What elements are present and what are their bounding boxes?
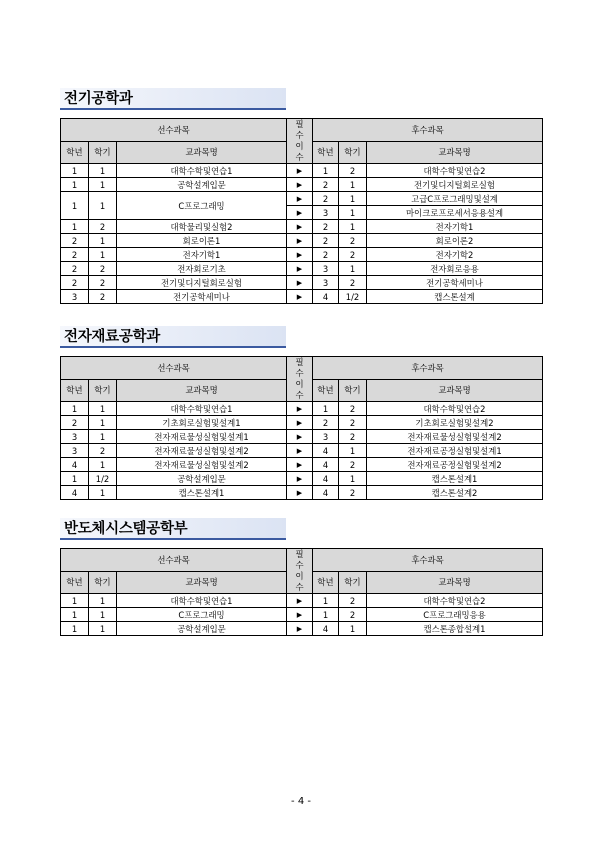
pre-year-cell: 2 (61, 248, 89, 262)
post-course-cell: 캡스톤설계1 (367, 472, 543, 486)
post-year-cell: 4 (313, 622, 339, 636)
post-year-cell: 1 (313, 402, 339, 416)
post-course-cell: 전자기학2 (367, 248, 543, 262)
course-header: 교과목명 (367, 379, 543, 402)
post-course-cell: 전자회로응용 (367, 262, 543, 276)
post-course-cell: 전자재료공정실험및설계2 (367, 458, 543, 472)
arrow-icon: ▶ (287, 262, 313, 276)
subsequent-header: 후수과목 (313, 119, 543, 142)
arrow-icon: ▶ (287, 594, 313, 608)
post-year-cell: 2 (313, 220, 339, 234)
post-semester-cell: 1 (339, 220, 367, 234)
pre-course-cell: 대학수학및연습1 (117, 164, 287, 178)
post-semester-cell: 1 (339, 178, 367, 192)
pre-year-cell: 1 (61, 178, 89, 192)
semester-header: 학기 (339, 379, 367, 402)
pre-year-cell: 2 (61, 262, 89, 276)
semester-header: 학기 (89, 379, 117, 402)
pre-semester-cell: 1 (89, 486, 117, 500)
table-row (61, 486, 543, 500)
pre-year-cell: 3 (61, 290, 89, 304)
required-header (287, 549, 313, 594)
post-semester-cell: 1/2 (339, 290, 367, 304)
pre-semester-cell: 1 (89, 594, 117, 608)
post-semester-cell: 2 (339, 486, 367, 500)
required-header-label: 필수 이수 (295, 119, 304, 162)
post-course-cell: 기초회로실험및설계2 (367, 416, 543, 430)
year-header: 학년 (313, 379, 339, 402)
pre-course-cell: 전자재료물성실험및설계1 (117, 430, 287, 444)
post-course-cell: 고급C프로그래밍및설계 (367, 192, 543, 206)
post-year-cell: 3 (313, 262, 339, 276)
table-row (61, 594, 543, 608)
post-course-cell: C프로그래밍응용 (367, 608, 543, 622)
table-row (61, 608, 543, 622)
post-year-cell: 3 (313, 430, 339, 444)
page-number: - 4 - (291, 796, 311, 807)
post-course-cell: 대학수학및연습2 (367, 402, 543, 416)
post-course-cell: 전기및디지털회로실험 (367, 178, 543, 192)
required-header-label: 필수 이수 (295, 549, 304, 592)
pre-course-cell: 공학설계입문 (117, 178, 287, 192)
pre-year-cell: 1 (61, 608, 89, 622)
year-header: 학년 (61, 141, 89, 164)
course-header: 교과목명 (117, 379, 287, 402)
prerequisite-table (60, 356, 543, 500)
arrow-icon: ▶ (287, 402, 313, 416)
table-row (61, 276, 543, 290)
post-semester-cell: 1 (339, 262, 367, 276)
table-row (61, 192, 543, 206)
subsequent-header: 후수과목 (313, 549, 543, 572)
prerequisite-table (60, 118, 543, 304)
required-header (287, 119, 313, 164)
table-row (61, 416, 543, 430)
arrow-icon: ▶ (287, 276, 313, 290)
prerequisite-table (60, 548, 543, 636)
post-semester-cell: 2 (339, 164, 367, 178)
post-year-cell: 1 (313, 608, 339, 622)
arrow-icon: ▶ (287, 416, 313, 430)
arrow-icon: ▶ (287, 164, 313, 178)
department-section (60, 88, 542, 304)
post-year-cell: 1 (313, 164, 339, 178)
post-semester-cell: 1 (339, 206, 367, 220)
post-course-cell: 캡스톤설계 (367, 290, 543, 304)
post-year-cell: 4 (313, 472, 339, 486)
pre-year-cell: 1 (61, 594, 89, 608)
year-header: 학년 (61, 379, 89, 402)
pre-course-cell: 전기및디지털회로실험 (117, 276, 287, 290)
pre-semester-cell: 1 (89, 234, 117, 248)
year-header: 학년 (61, 571, 89, 594)
arrow-icon: ▶ (287, 178, 313, 192)
post-course-cell: 전기공학세미나 (367, 276, 543, 290)
pre-course-cell: 전자재료물성실험및설계2 (117, 444, 287, 458)
post-semester-cell: 2 (339, 608, 367, 622)
pre-course-cell: 전자회로기초 (117, 262, 287, 276)
pre-year-cell: 1 (61, 622, 89, 636)
pre-semester-cell: 1 (89, 608, 117, 622)
department-title: 전기공학과 (60, 88, 286, 110)
post-semester-cell: 2 (339, 234, 367, 248)
post-semester-cell: 1 (339, 444, 367, 458)
post-year-cell: 2 (313, 416, 339, 430)
prerequisite-header: 선수과목 (61, 357, 287, 380)
pre-course-cell: 대학수학및연습1 (117, 594, 287, 608)
arrow-icon: ▶ (287, 220, 313, 234)
pre-course-cell: 대학수학및연습1 (117, 402, 287, 416)
pre-semester-cell: 1 (89, 458, 117, 472)
table-row (61, 220, 543, 234)
course-header: 교과목명 (117, 571, 287, 594)
pre-course-cell: 회로이론1 (117, 234, 287, 248)
post-semester-cell: 2 (339, 248, 367, 262)
pre-semester-cell: 1 (89, 248, 117, 262)
pre-course-cell: 캡스톤설계1 (117, 486, 287, 500)
post-course-cell: 대학수학및연습2 (367, 164, 543, 178)
table-row (61, 290, 543, 304)
semester-header: 학기 (339, 571, 367, 594)
table-row (61, 178, 543, 192)
table-row (61, 164, 543, 178)
post-year-cell: 2 (313, 234, 339, 248)
post-semester-cell: 2 (339, 430, 367, 444)
post-semester-cell: 1 (339, 472, 367, 486)
prerequisite-header: 선수과목 (61, 119, 287, 142)
pre-semester-cell: 2 (89, 262, 117, 276)
subsequent-header: 후수과목 (313, 357, 543, 380)
table-row (61, 472, 543, 486)
post-semester-cell: 2 (339, 594, 367, 608)
post-year-cell: 2 (313, 192, 339, 206)
post-semester-cell: 2 (339, 276, 367, 290)
post-course-cell: 전자기학1 (367, 220, 543, 234)
post-semester-cell: 1 (339, 622, 367, 636)
course-header: 교과목명 (117, 141, 287, 164)
pre-course-cell: 공학설계입문 (117, 622, 287, 636)
department-section (60, 326, 542, 500)
pre-year-cell: 1 (61, 164, 89, 178)
pre-year-cell: 2 (61, 276, 89, 290)
pre-semester-cell: 1/2 (89, 472, 117, 486)
pre-course-cell: 전기공학세미나 (117, 290, 287, 304)
pre-year-cell: 3 (61, 444, 89, 458)
post-year-cell: 3 (313, 276, 339, 290)
post-semester-cell: 2 (339, 402, 367, 416)
post-semester-cell: 1 (339, 192, 367, 206)
year-header: 학년 (313, 571, 339, 594)
arrow-icon: ▶ (287, 192, 313, 206)
pre-semester-cell: 1 (89, 178, 117, 192)
table-row (61, 622, 543, 636)
arrow-icon: ▶ (287, 486, 313, 500)
pre-course-cell: 전자기학1 (117, 248, 287, 262)
arrow-icon: ▶ (287, 622, 313, 636)
pre-year-cell: 2 (61, 416, 89, 430)
post-course-cell: 전자재료물성실험및설계2 (367, 430, 543, 444)
pre-course-cell: 전자재료물성실험및설계2 (117, 458, 287, 472)
pre-semester-cell: 1 (89, 192, 117, 220)
table-row (61, 430, 543, 444)
pre-course-cell: C프로그래밍 (117, 192, 287, 220)
table-row (61, 262, 543, 276)
table-row (61, 234, 543, 248)
table-row (61, 458, 543, 472)
course-header: 교과목명 (367, 141, 543, 164)
course-header: 교과목명 (367, 571, 543, 594)
department-title: 전자재료공학과 (60, 326, 286, 348)
pre-year-cell: 1 (61, 472, 89, 486)
arrow-icon: ▶ (287, 444, 313, 458)
semester-header: 학기 (339, 141, 367, 164)
required-header-label: 필수 이수 (295, 357, 304, 400)
arrow-icon: ▶ (287, 234, 313, 248)
semester-header: 학기 (89, 571, 117, 594)
pre-course-cell: 기초회로실험및설계1 (117, 416, 287, 430)
pre-semester-cell: 1 (89, 622, 117, 636)
post-year-cell: 4 (313, 444, 339, 458)
post-year-cell: 4 (313, 290, 339, 304)
pre-year-cell: 4 (61, 486, 89, 500)
post-year-cell: 4 (313, 486, 339, 500)
post-year-cell: 1 (313, 594, 339, 608)
pre-course-cell: 대학물리및실험2 (117, 220, 287, 234)
prerequisite-header: 선수과목 (61, 549, 287, 572)
pre-semester-cell: 1 (89, 430, 117, 444)
arrow-icon: ▶ (287, 290, 313, 304)
pre-semester-cell: 2 (89, 290, 117, 304)
post-year-cell: 2 (313, 178, 339, 192)
arrow-icon: ▶ (287, 430, 313, 444)
pre-year-cell: 4 (61, 458, 89, 472)
post-year-cell: 3 (313, 206, 339, 220)
pre-year-cell: 1 (61, 402, 89, 416)
arrow-icon: ▶ (287, 248, 313, 262)
department-title: 반도체시스템공학부 (60, 518, 286, 540)
pre-year-cell: 2 (61, 234, 89, 248)
pre-course-cell: C프로그래밍 (117, 608, 287, 622)
arrow-icon: ▶ (287, 472, 313, 486)
post-course-cell: 마이크로프로세서응용설계 (367, 206, 543, 220)
year-header: 학년 (313, 141, 339, 164)
pre-year-cell: 1 (61, 220, 89, 234)
department-section (60, 518, 542, 636)
post-year-cell: 2 (313, 248, 339, 262)
pre-semester-cell: 2 (89, 444, 117, 458)
pre-semester-cell: 1 (89, 416, 117, 430)
table-row (61, 248, 543, 262)
post-semester-cell: 2 (339, 416, 367, 430)
pre-course-cell: 공학설계입문 (117, 472, 287, 486)
pre-semester-cell: 2 (89, 276, 117, 290)
post-course-cell: 캡스톤설계2 (367, 486, 543, 500)
required-header (287, 357, 313, 402)
table-row (61, 402, 543, 416)
post-course-cell: 전자재료공정실험및설계1 (367, 444, 543, 458)
pre-semester-cell: 1 (89, 402, 117, 416)
pre-semester-cell: 1 (89, 164, 117, 178)
post-year-cell: 4 (313, 458, 339, 472)
arrow-icon: ▶ (287, 206, 313, 220)
pre-semester-cell: 2 (89, 220, 117, 234)
post-semester-cell: 2 (339, 458, 367, 472)
post-course-cell: 회로이론2 (367, 234, 543, 248)
arrow-icon: ▶ (287, 458, 313, 472)
post-course-cell: 캡스톤종합설계1 (367, 622, 543, 636)
post-course-cell: 대학수학및연습2 (367, 594, 543, 608)
pre-year-cell: 3 (61, 430, 89, 444)
arrow-icon: ▶ (287, 608, 313, 622)
pre-year-cell: 1 (61, 192, 89, 220)
semester-header: 학기 (89, 141, 117, 164)
table-row (61, 444, 543, 458)
